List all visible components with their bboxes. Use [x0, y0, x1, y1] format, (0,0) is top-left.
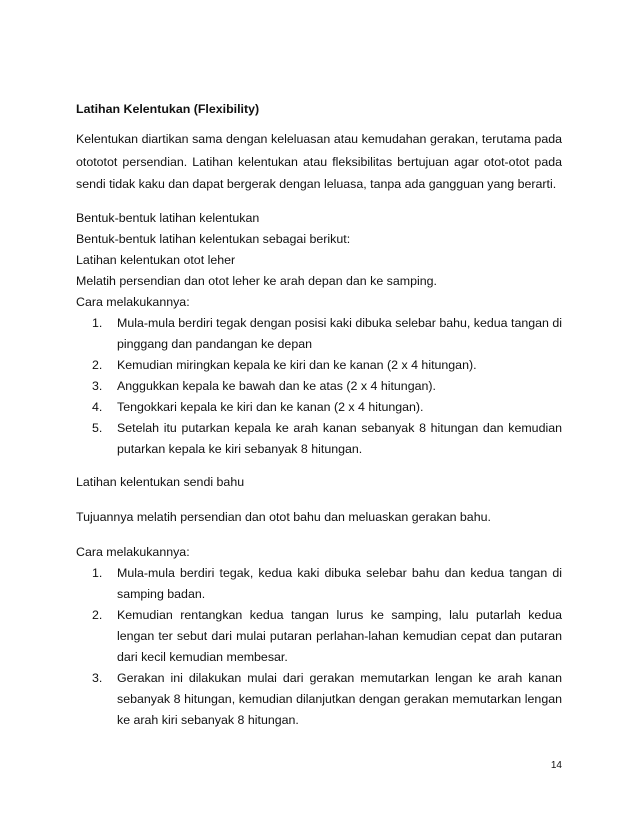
neck-steps-list — [76, 313, 562, 460]
bentuk-sebagai-line: Bentuk-bentuk latihan kelentukan sebagai berikut: — [76, 231, 351, 246]
bentuk-line: Bentuk-bentuk latihan kelentukan — [76, 210, 260, 225]
list-item-text: Mula-mula berdiri tegak dengan posisi kaki dibuka selebar bahu, kedua tangan di pinggang dan pandangan ke depan — [117, 315, 562, 351]
section-heading: Latihan Kelentukan (Flexibility) — [76, 102, 260, 116]
list-item-number: 4. — [92, 399, 103, 414]
list-item — [92, 313, 562, 355]
neck-exercise-title: Latihan kelentukan otot leher — [76, 252, 236, 267]
list-item-text: Kemudian miringkan kepala ke kiri dan ke kanan (2 x 4 hitungan). — [117, 357, 477, 372]
shoulder-exercise-title: Latihan kelentukan sendi bahu — [76, 474, 245, 489]
list-item-number: 1. — [92, 565, 103, 580]
list-item — [92, 397, 562, 418]
neck-exercise-description: Melatih persendian dan otot leher ke arah depan dan ke samping. — [76, 273, 437, 288]
shoulder-steps-list — [76, 563, 562, 731]
shoulder-exercise-goal: Tujuannya melatih persendian dan otot bahu dan meluaskan gerakan bahu. — [76, 509, 491, 524]
list-item — [92, 355, 562, 376]
list-item — [92, 605, 562, 668]
page-number: 14 — [550, 760, 562, 771]
list-item — [92, 376, 562, 397]
list-item-number: 3. — [92, 378, 103, 393]
list-item — [92, 563, 562, 605]
list-item-number: 5. — [92, 420, 103, 435]
list-item-text: Kemudian rentangkan kedua tangan lurus ke samping, lalu putarlah kedua lengan ter sebut dari mulai putaran perlahan-lahan kemudian cepat dan putaran dari kecil kemudian membesar. — [117, 607, 562, 664]
list-item-text: Tengokkari kepala ke kiri dan ke kanan (2 x 4 hitungan). — [117, 399, 424, 414]
cara-label: Cara melakukannya: — [76, 544, 190, 559]
page-content — [76, 101, 562, 731]
list-item-text: Gerakan ini dilakukan mulai dari gerakan memutarkan lengan ke arah kanan sebanyak 8 hitungan, kemudian dilanjutkan dengan gerakan memutarkan lengan ke arah kiri sebanyak 8 hitungan. — [117, 670, 562, 727]
list-item-text: Setelah itu putarkan kepala ke arah kanan sebanyak 8 hitungan dan kemudian putarkan kepala ke kiri sebanyak 8 hitungan. — [117, 420, 562, 456]
list-item-number: 3. — [92, 670, 103, 685]
list-item — [92, 418, 562, 460]
list-item-number: 1. — [92, 315, 103, 330]
cara-label: Cara melakukannya: — [76, 294, 190, 309]
list-item-text: Mula-mula berdiri tegak, kedua kaki dibuka selebar bahu dan kedua tangan di samping badan. — [117, 565, 562, 601]
list-item-number: 2. — [92, 607, 103, 622]
list-item — [92, 668, 562, 731]
list-item-text: Anggukkan kepala ke bawah dan ke atas (2 x 4 hitungan). — [117, 378, 436, 393]
intro-paragraph: Kelentukan diartikan sama dengan keleluasan atau kemudahan gerakan, terutama pada otototot persendian. Latihan kelentukan atau fleksibilitas bertujuan agar otot-otot pada sendi tidak kaku dan dapat bergerak dengan leluasa, tanpa ada gangguan yang berarti. — [76, 132, 562, 191]
list-item-number: 2. — [92, 357, 103, 372]
